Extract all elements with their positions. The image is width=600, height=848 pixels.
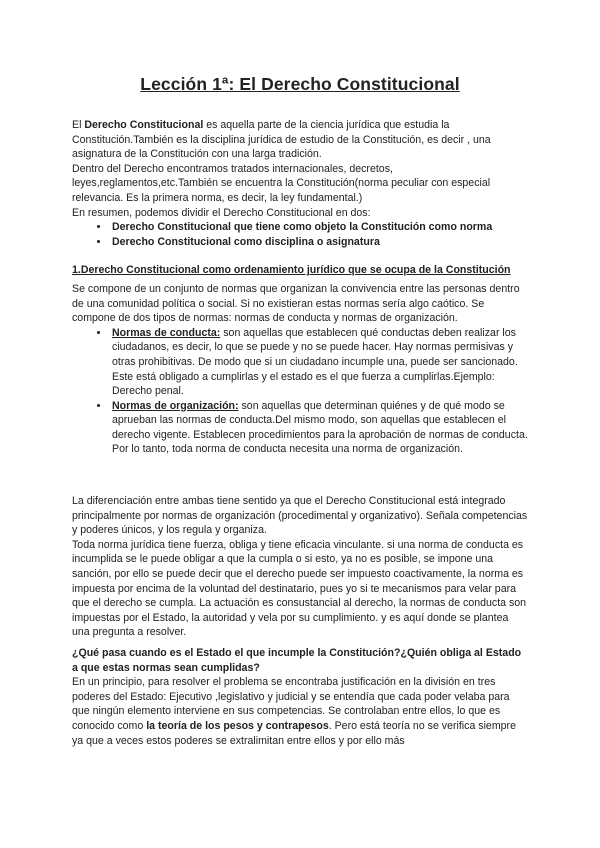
section-2-paragraph <box>72 675 528 748</box>
bold-term: Derecho Constitucional <box>84 119 204 131</box>
section-1-paragraph-2: La diferenciación entre ambas tiene sentido ya que el Derecho Constitucional está integrado principalmente por normas de organización (procedimental y organizativo). Señala competencias y poderes únicos, y los regula y organiza. <box>72 495 528 537</box>
intro-paragraph-2: Dentro del Derecho encontramos tratados internacionales, decretos, leyes,reglamentos,etc.También se encuentra la Constitución(norma peculiar con especial relevancia. Es la primera norma, es decir, la ley fundamental.) <box>72 162 491 204</box>
section-2-question: ¿Qué pasa cuando es el Estado el que incumple la Constitución?¿Quién obliga al Estado a que estas normas sean cumplidas? <box>72 647 522 674</box>
text-run: es aquella parte de la ciencia jurídica que estudia la Constitución.También es la disciplina jurídica de estudio de la Constitución, es decir , una asignatura de la Constitución con una larga tradición. <box>72 119 491 161</box>
text-run: son aquellas que establecen qué conductas deben realizar los ciudadanos, es decir, lo que se puede y no se puede hacer. Hay normas permisivas y otras prohibitivas. De modo que si un ciudadano incumple una, puede ser sancionado. Este está obligado a cumplirlas y el estado es el que fuerza a cumplirlas.Ejemplo: Derecho penal. <box>112 326 518 398</box>
intro-bullet-list <box>72 220 528 249</box>
list-item <box>110 326 528 399</box>
text-run: En un principio, para resolver el problema se encontraba justificación en la división en tres poderes del Estado: Ejecutivo ,legislativo y judicial y se entendía que cada poder velaba para que ningún elemento interviene en sus competencias. Se controlaban entre ellos, lo que es conocido como <box>72 676 510 732</box>
intro-paragraph-3: En resumen, podemos dividir el Derecho Constitucional en dos: <box>72 206 371 219</box>
bold-term: la teoría de los pesos y contrapesos <box>146 719 329 732</box>
term-label: Normas de conducta: <box>112 326 221 339</box>
list-item: • Derecho Constitucional como disciplina o asignatura <box>110 235 528 250</box>
list-item <box>110 399 528 457</box>
norms-list <box>72 326 528 457</box>
section-1-paragraph-3: Toda norma jurídica tiene fuerza, obliga y tiene eficacia vinculante. si una norma de conducta es incumplida se le puede obligar a que la cumpla o si esto, ya no es posible, se impone una sanción, por ello se puede decir que el derecho puede ser impuesto coactivamente, la norma es impuesta por encima de la voluntad del destinatario, pues yo si te mecanismos para velar para que el derecho se cumpla. La actuación es consustancial al derecho, la normas de conducta son impuestas por el Estado, la autoridad y vela por su cumplimiento. y es aquí donde se plantea una pregunta a resolver. <box>72 538 527 639</box>
text-run: son aquellas que determinan quiénes y de qué modo se aprueban las normas de conducta.Del mismo modo, son aquellas que establecen el derecho vigente. Establecen procedimientos para la aprobación de normas de conducta. Por lo tanto, toda norma de conducta necesita una norma de organización. <box>112 399 528 456</box>
list-item: • Derecho Constitucional que tiene como objeto la Constitución como norma <box>110 220 528 235</box>
page-title: Lección 1ª: El Derecho Constitucional <box>140 74 460 94</box>
section-1-heading: 1.Derecho Constitucional como ordenamiento jurídico que se ocupa de la Constitución <box>72 264 511 277</box>
term-label: Normas de organización: <box>112 399 239 412</box>
text-run: . Pero está teoría no se verifica siempre ya que a veces estos poderes se extralimitan entre ellos y por ello más <box>72 719 516 747</box>
intro-paragraph-1 <box>72 118 528 162</box>
section-1-paragraph-1: Se compone de un conjunto de normas que organizan la convivencia entre las personas dentro de una comunidad política o social. Si no existieran estas normas sería algo caótico. Se compone de dos tipos de normas: normas de conducta y normas de organización. <box>72 282 520 325</box>
text-run: El <box>72 119 85 131</box>
